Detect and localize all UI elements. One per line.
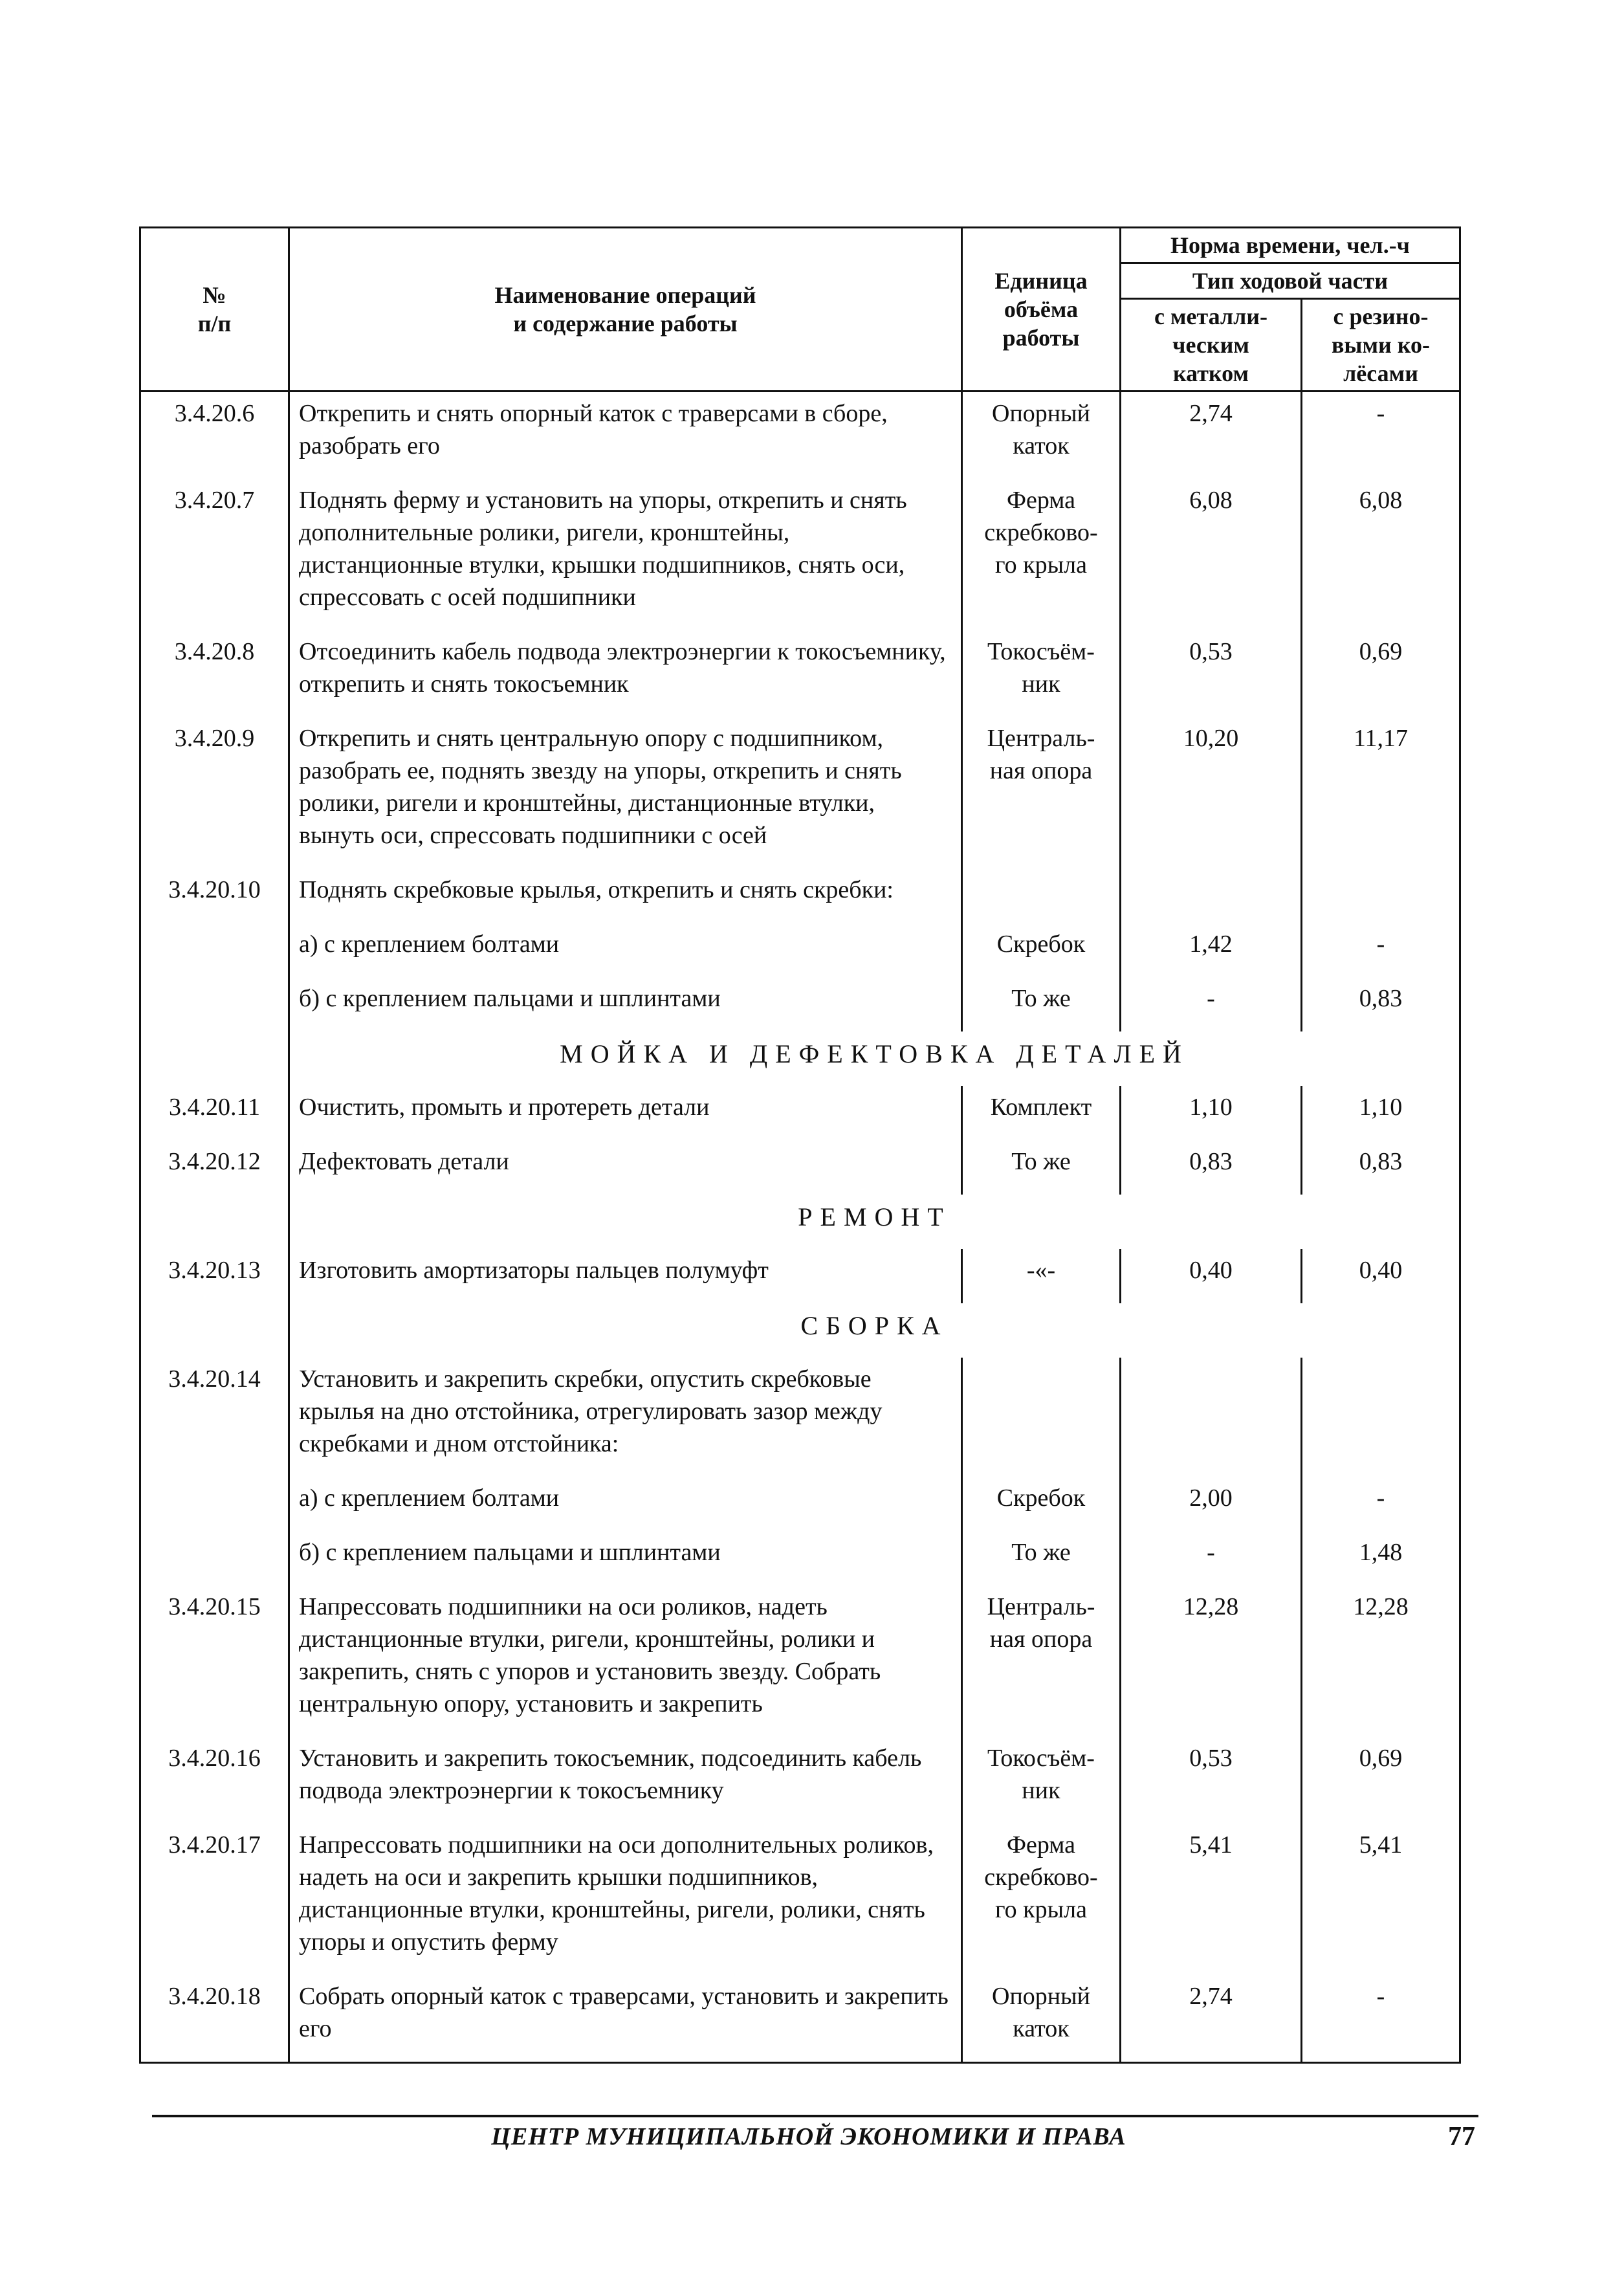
unit-of-work: Токосъём- ник	[962, 1737, 1121, 1824]
table-row	[140, 1086, 1460, 1140]
header-unit: Единица объёма работы	[962, 228, 1121, 392]
unit-of-work: То же	[962, 1531, 1121, 1585]
section-heading-row	[140, 1031, 1460, 1086]
norm-rubber-wheels: 0,40	[1302, 1249, 1460, 1303]
operation-description: Собрать опорный каток с траверсами, установить и закрепить его	[289, 1975, 962, 2063]
footer-rule	[152, 2115, 1478, 2117]
operation-description: а) с креплением болтами	[289, 923, 962, 977]
table-body	[140, 392, 1460, 2063]
operation-description: Поднять ферму и установить на упоры, открепить и снять дополнительные ролики, ригели, кронштейны, дистанционные втулки, крышки подшипников, снять оси, спрессовать с осей подшипники	[289, 479, 962, 630]
norm-metal-roller: -	[1121, 977, 1302, 1031]
table-subrow	[140, 1477, 1460, 1531]
norm-rubber-wheels: 1,10	[1302, 1086, 1460, 1140]
operation-description: б) с креплением пальцами и шплинтами	[289, 977, 962, 1031]
table-row	[140, 868, 1460, 923]
header-chassis-type: Тип ходовой части	[1121, 263, 1460, 299]
row-number: 3.4.20.11	[140, 1086, 289, 1140]
operation-description: Установить и закрепить токосъемник, подсоединить кабель подвода электроэнергии к токосъемнику	[289, 1737, 962, 1824]
norm-rubber-wheels: 0,69	[1302, 1737, 1460, 1824]
operation-description: Дефектовать детали	[289, 1140, 962, 1195]
table-row	[140, 717, 1460, 868]
section-number-cell	[140, 1303, 289, 1358]
unit-of-work: Ферма скребково- го крыла	[962, 479, 1121, 630]
section-title: РЕМОНТ	[289, 1195, 1460, 1249]
row-number: 3.4.20.6	[140, 392, 289, 480]
norm-rubber-wheels: -	[1302, 923, 1460, 977]
norm-metal-roller: 0,40	[1121, 1249, 1302, 1303]
row-number: 3.4.20.10	[140, 868, 289, 923]
norm-metal-roller: 0,53	[1121, 630, 1302, 717]
norm-rubber-wheels: 6,08	[1302, 479, 1460, 630]
operation-description: б) с креплением пальцами и шплинтами	[289, 1531, 962, 1585]
unit-of-work: Токосъём- ник	[962, 630, 1121, 717]
operation-description: Отсоединить кабель подвода электроэнергии к токосъемнику, открепить и снять токосъемник	[289, 630, 962, 717]
norm-metal-roller: 0,83	[1121, 1140, 1302, 1195]
table-header	[140, 228, 1460, 392]
table-subrow	[140, 1531, 1460, 1585]
norm-metal-roller: 0,53	[1121, 1737, 1302, 1824]
norm-rubber-wheels: -	[1302, 1477, 1460, 1531]
row-number: 3.4.20.9	[140, 717, 289, 868]
unit-of-work: Скребок	[962, 923, 1121, 977]
unit-of-work: Ферма скребково- го крыла	[962, 1824, 1121, 1975]
table-row	[140, 1824, 1460, 1975]
unit-of-work: Скребок	[962, 1477, 1121, 1531]
operation-description: Открепить и снять центральную опору с подшипником, разобрать ее, поднять звезду на упоры, открепить и снять ролики, ригели и кронштейны, дистанционные втулки, вынуть оси, спрессовать подшипники с осей	[289, 717, 962, 868]
operation-description: Поднять скребковые крылья, открепить и снять скребки:	[289, 868, 962, 923]
section-title: СБОРКА	[289, 1303, 1460, 1358]
labor-norms-table	[139, 226, 1461, 2064]
norm-rubber-wheels: 0,83	[1302, 977, 1460, 1031]
norm-metal-roller: 12,28	[1121, 1585, 1302, 1737]
operation-description: Очистить, промыть и протереть детали	[289, 1086, 962, 1140]
norm-metal-roller: 1,10	[1121, 1086, 1302, 1140]
norm-rubber-wheels: 12,28	[1302, 1585, 1460, 1737]
header-norm-time: Норма времени, чел.-ч	[1121, 228, 1460, 263]
norm-rubber-wheels	[1302, 868, 1460, 923]
table-row	[140, 479, 1460, 630]
norm-rubber-wheels: 11,17	[1302, 717, 1460, 868]
unit-of-work: То же	[962, 1140, 1121, 1195]
norm-metal-roller: 2,74	[1121, 392, 1302, 480]
header-metal-roller: с металли- ческим катком	[1121, 299, 1302, 392]
unit-of-work	[962, 868, 1121, 923]
norm-metal-roller: 5,41	[1121, 1824, 1302, 1975]
row-number	[140, 923, 289, 977]
unit-of-work: То же	[962, 977, 1121, 1031]
norm-rubber-wheels: -	[1302, 1975, 1460, 2063]
row-number	[140, 1477, 289, 1531]
row-number: 3.4.20.16	[140, 1737, 289, 1824]
row-number: 3.4.20.17	[140, 1824, 289, 1975]
row-number	[140, 1531, 289, 1585]
norm-rubber-wheels: -	[1302, 392, 1460, 480]
norm-rubber-wheels: 1,48	[1302, 1531, 1460, 1585]
table-row	[140, 1585, 1460, 1737]
norm-metal-roller: 10,20	[1121, 717, 1302, 868]
unit-of-work: Комплект	[962, 1086, 1121, 1140]
operation-description: Открепить и снять опорный каток с траверсами в сборе, разобрать его	[289, 392, 962, 480]
unit-of-work: Опорный каток	[962, 1975, 1121, 2063]
header-rubber-wheels: с резино- выми ко- лёсами	[1302, 299, 1460, 392]
norm-metal-roller: 6,08	[1121, 479, 1302, 630]
norm-metal-roller: 2,00	[1121, 1477, 1302, 1531]
norm-metal-roller: -	[1121, 1531, 1302, 1585]
section-number-cell	[140, 1195, 289, 1249]
table-row	[140, 1249, 1460, 1303]
row-number: 3.4.20.8	[140, 630, 289, 717]
row-number: 3.4.20.14	[140, 1358, 289, 1477]
table-subrow	[140, 977, 1460, 1031]
unit-of-work: Централь- ная опора	[962, 717, 1121, 868]
norm-rubber-wheels	[1302, 1358, 1460, 1477]
unit-of-work	[962, 1358, 1121, 1477]
operation-description: Установить и закрепить скребки, опустить скребковые крылья на дно отстойника, отрегулировать зазор между скребками и дном отстойника:	[289, 1358, 962, 1477]
operation-description: Напрессовать подшипники на оси дополнительных роликов, надеть на оси и закрепить крышки подшипников, дистанционные втулки, кронштейны, ригели, ролики, снять упоры и опустить ферму	[289, 1824, 962, 1975]
unit-of-work: Централь- ная опора	[962, 1585, 1121, 1737]
section-title: МОЙКА И ДЕФЕКТОВКА ДЕТАЛЕЙ	[289, 1031, 1460, 1086]
row-number	[140, 977, 289, 1031]
norm-metal-roller: 1,42	[1121, 923, 1302, 977]
row-number: 3.4.20.18	[140, 1975, 289, 2063]
table-row	[140, 1358, 1460, 1477]
norm-metal-roller: 2,74	[1121, 1975, 1302, 2063]
table-row	[140, 1140, 1460, 1195]
row-number: 3.4.20.15	[140, 1585, 289, 1737]
table-row	[140, 1975, 1460, 2063]
norm-rubber-wheels: 0,69	[1302, 630, 1460, 717]
section-number-cell	[140, 1031, 289, 1086]
norm-rubber-wheels: 0,83	[1302, 1140, 1460, 1195]
page-number: 77	[1448, 2122, 1475, 2152]
norm-metal-roller	[1121, 1358, 1302, 1477]
norm-metal-roller	[1121, 868, 1302, 923]
table-subrow	[140, 923, 1460, 977]
header-operation: Наименование операций и содержание работы	[289, 228, 962, 392]
footer-title: ЦЕНТР МУНИЦИПАЛЬНОЙ ЭКОНОМИКИ И ПРАВА	[491, 2123, 1126, 2150]
table-row	[140, 630, 1460, 717]
operation-description: Изготовить амортизаторы пальцев полумуфт	[289, 1249, 962, 1303]
table-row	[140, 392, 1460, 480]
operation-description: а) с креплением болтами	[289, 1477, 962, 1531]
unit-of-work: Опорный каток	[962, 392, 1121, 480]
operation-description: Напрессовать подшипники на оси роликов, надеть дистанционные втулки, ригели, кронштейны, ролики и закрепить, снять с упоров и установить звезду. Собрать центральную опору, установить и закрепить	[289, 1585, 962, 1737]
table-row	[140, 1737, 1460, 1824]
section-heading-row	[140, 1195, 1460, 1249]
row-number: 3.4.20.13	[140, 1249, 289, 1303]
norm-rubber-wheels: 5,41	[1302, 1824, 1460, 1975]
header-number: № п/п	[140, 228, 289, 392]
row-number: 3.4.20.7	[140, 479, 289, 630]
row-number: 3.4.20.12	[140, 1140, 289, 1195]
unit-of-work: -«-	[962, 1249, 1121, 1303]
section-heading-row	[140, 1303, 1460, 1358]
